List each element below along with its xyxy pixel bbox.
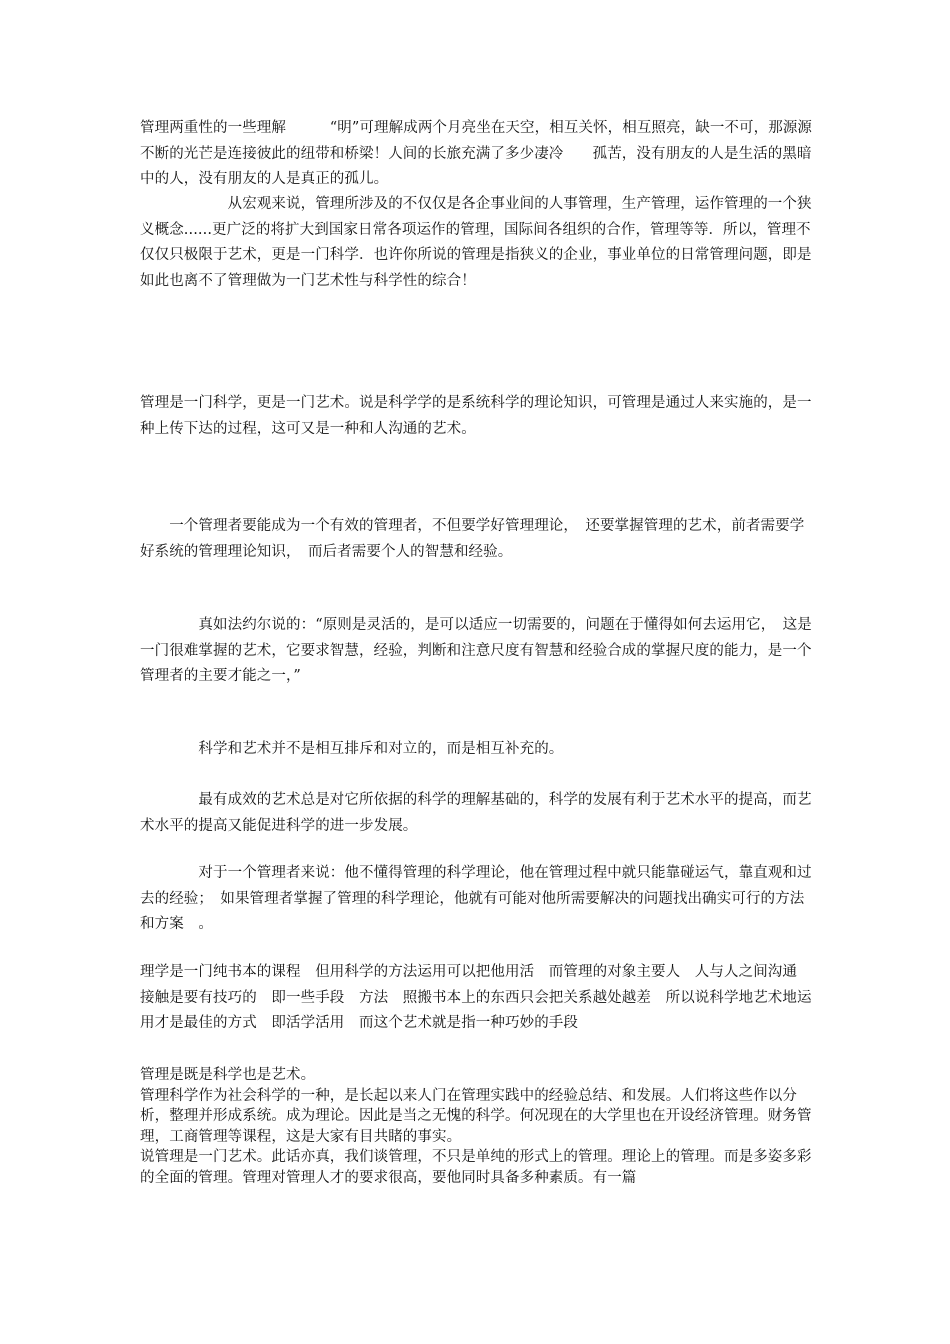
paragraph-macro-view: 从宏观来说，管理所涉及的不仅仅是各企事业间的人事管理，生产管理，运作管理的一个狭义概念......更广泛的将扩大到国家日常各项运作的管理，国际间各组织的合作，管理等等．所以，管理不仅仅只极限于艺术，更是一门科学．也许你所说的管理是指狭义的企业，事业单位的日常管理问题，即是如此也离不了管理做为一门艺术性与科学性的综合！ <box>140 196 812 289</box>
paragraph-effective-art: 最有成效的艺术总是对它所依据的科学的理解基础的，科学的发展有利于艺术水平的提高，而艺术水平的提高又能促进科学的进一步发展。 <box>140 792 812 834</box>
paragraph-practical-use: 理学是一门纯书本的课程 但用科学的方法运用可以把他用活 而管理的对象主要人 人与人之间沟通 接触是要有技巧的 即一些手段 方法 照搬书本上的东西只会把关系越处越差 所以说科学地艺术地运用才是最佳的方式 即活学活用 而这个艺术就是指一种巧妙的手段 <box>140 964 812 1031</box>
paragraph-complementary: 科学和艺术并不是相互排斥和对立的，而是相互补充的。 <box>140 741 564 757</box>
paragraph-fayol-quote: 真如法约尔说的：“原则是灵活的，是可以适应一切需要的，问题在于懂得如何去运用它， 这是一门很难掌握的艺术，它要求智慧，经验，判断和注意尺度有智慧和经验合成的掌握尺度的能力，是一个管理者的主要才能之一，” <box>140 617 812 684</box>
paragraph-intro-moon: 管理两重性的一些理解 “明”可理解成两个月亮坐在天空，相互关怀，相互照亮，缺一不可，那源源不断的光芒是连接彼此的纽带和桥梁！人间的长旅充满了多少凄冷 孤苦，没有朋友的人是生活的黑暗中的人，没有朋友的人是真正的孤儿。 <box>140 120 813 187</box>
paragraph-science-and-art: 管理是一门科学，更是一门艺术。说是科学学的是系统科学的理论知识，可管理是通过人来实施的，是一种上传下达的过程，这可又是一种和人沟通的艺术。 <box>140 395 812 437</box>
paragraph-effective-manager: 一个管理者要能成为一个有效的管理者，不但要学好管理理论， 还要掌握管理的艺术，前者需要学好系统的管理理论知识， 而后者需要个人的智慧和经验。 <box>140 518 805 560</box>
paragraph-both-science-and-art: 管理是既是科学也是艺术。 管理科学作为社会科学的一种，是长起以来人门在管理实践中的经验总结、和发展。人们将这些作以分析，整理并形成系统。成为理论。因此是当之无愧的科学。何况现在的大学里也在开设经济管理。财务管理，工商管理等课程，这是大家有目共睹的事实。 说管理是一门艺术。此话亦真，我们谈管理，不只是单纯的形式上的管理。理论上的管理。而是多姿多彩的全面的管理。管理对管理人才的要求很高，要他同时具备多种素质。有一篇 <box>140 1067 812 1186</box>
paragraph-manager-theory: 对于一个管理者来说：他不懂得管理的科学理论，他在管理过程中就只能靠碰运气，靠直观和过去的经验； 如果管理者掌握了管理的科学理论，他就有可能对他所需要解决的问题找出确实可行的方法和方案 。 <box>140 865 812 932</box>
